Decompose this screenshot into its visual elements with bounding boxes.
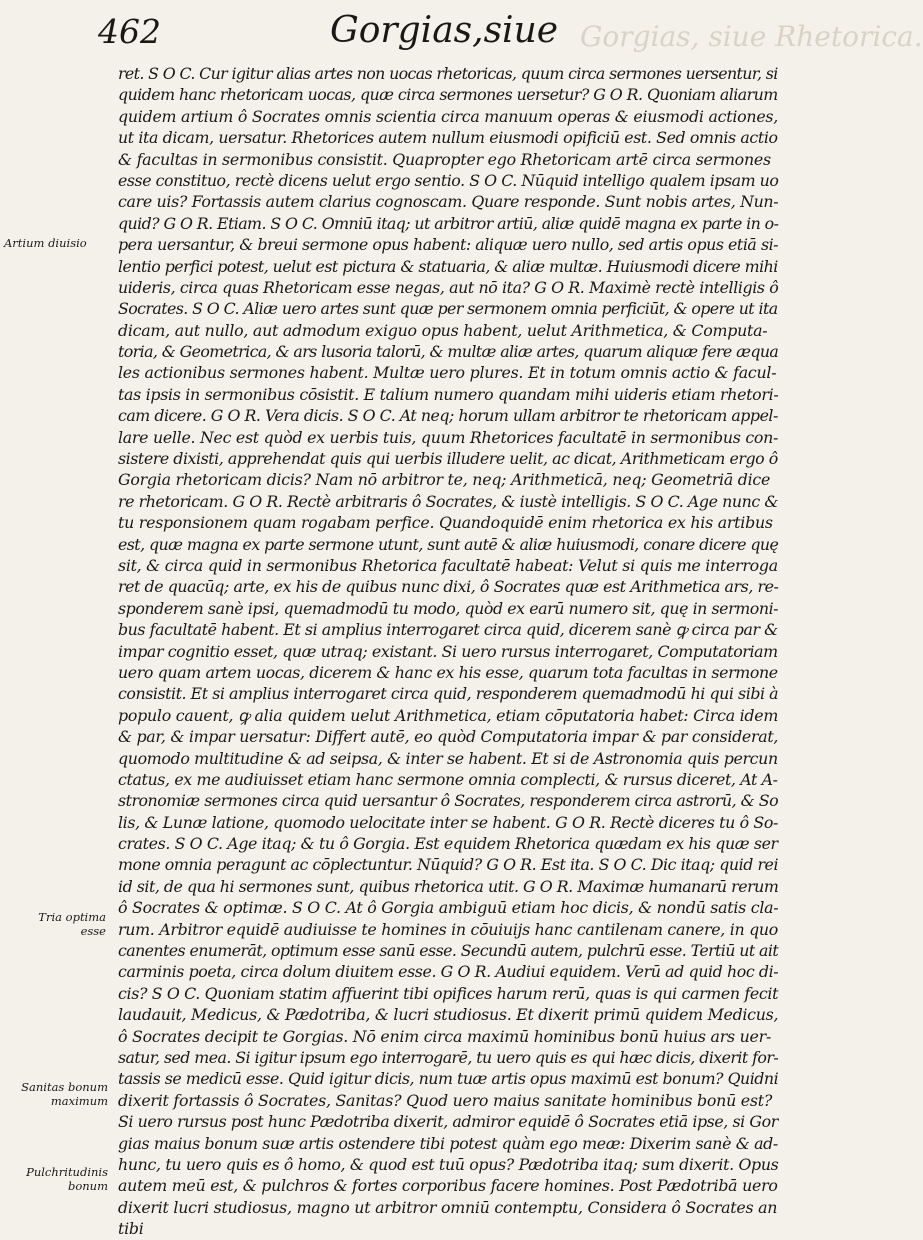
text-line: uero quam artem uocas, dicerem & hanc ex his esse, quarum tota facultas in sermone: [118, 662, 778, 682]
text-line: pera uersantur, & breui sermone opus habent: aliquæ uero nullo, sed artis opus etiā si-: [118, 235, 779, 255]
text-line: populo cauent, ꝙ alia quidem uelut Arithmetica, etiam cōputatoria habet: Circa idem: [118, 705, 779, 725]
margin-note-artium-diuisio: Artium diuisio: [4, 236, 87, 250]
text-line: quidem hanc rhetoricam uocas, quæ circa sermones uersetur? G O R. Quoniam aliarum: [118, 85, 778, 105]
text-line: autem meū est, & pulchros & fortes corporibus facere homines. Post Pædotribā uero: [118, 1176, 778, 1196]
text-line: canentes enumerāt, optimum esse sanū esse. Secundū autem, pulchrū esse. Tertiū ut ait: [118, 941, 779, 961]
text-line: dixerit lucri studiosus, magno ut arbitror omniū contemptu, Considera ô Socrates an: [118, 1197, 778, 1217]
running-title: Gorgias,siue: [330, 10, 559, 51]
text-line: esse constituo, rectè dicens uelut ergo sentio. S O C. Nūquid intelligo qualem ipsam uo: [118, 170, 779, 190]
text-line: sponderem sanè ipsi, quemadmodū tu modo, quòd ex earū numero sit, quę in sermoni-: [118, 598, 779, 618]
text-line: satur, sed mea. Si igitur ipsum ego interrogarē, tu uero quis es qui hæc dicis, dixerit for-: [118, 1047, 779, 1067]
text-line: cis? S O C. Quoniam statim affuerint tibi opifices harum rerū, quas is qui carmen fecit: [118, 983, 779, 1003]
text-line: sit, & circa quid in sermonibus Rhetorica facultatē habeat: Velut si quis me interroga: [118, 555, 778, 575]
text-line: lis, & Lunæ latione, quomodo uelocitate inter se habent. G O R. Rectè diceres tu ô So-: [118, 812, 778, 832]
text-line: tas ipsis in sermonibus cōsistit. E talium numero quandam mihi uideris etiam rhetori-: [118, 384, 779, 404]
text-line: ctatus, ex me audiuisset etiam hanc sermone omnia complecti, & rursus diceret, At A-: [118, 769, 778, 789]
text-line: stronomiæ sermones circa quid uersantur ô Socrates, responderem circa astrorū, & So: [118, 791, 779, 811]
text-line: ô Socrates decipit te Gorgias. Nō enim circa maximū hominibus bonū huius ars uer-: [118, 1026, 772, 1046]
text-line: laudauit, Medicus, & Pædotriba, & lucri studiosus. Et dixerit primū quidem Medicus,: [118, 1005, 779, 1025]
text-line: ret. S O C. Cur igitur alias artes non uocas rhetoricas, quum circa sermones uersentur, si: [118, 64, 778, 83]
text-line: & facultas in sermonibus consistit. Quapropter ego Rhetoricam artē circa sermones: [118, 149, 771, 169]
text-line: ut ita dicam, uersatur. Rhetorices autem nullum eiusmodi opificiū est. Sed omnis actio: [118, 128, 778, 148]
text-line: gias maius bonum suæ artis ostendere tibi potest quàm ego meæ: Dixerim sanè & ad-: [118, 1133, 778, 1153]
margin-note-pulchritudinis: Pulchritudinis bonum: [26, 1165, 108, 1193]
text-line: rum. Arbitror equidē audiuisse te homines in cōuiuijs hanc cantilenam canere, in quo: [118, 919, 778, 939]
text-line: care uis? Fortassis autem clarius cognoscam. Quare responde. Sunt nobis artes, Nun-: [118, 192, 779, 212]
page-number: 462: [98, 12, 161, 51]
text-line: est, quæ magna ex parte sermone utunt, sunt autē & aliæ huiusmodi, conare dicere quę: [118, 534, 779, 554]
text-line: lare uelle. Nec est quòd ex uerbis tuis, quum Rhetorices facultatē in sermonibus con-: [118, 427, 779, 447]
text-line: toria, & Geometrica, & ars lusoria talorū, & multæ aliæ artes, quarum aliquæ fere æqua: [118, 342, 779, 362]
text-line: carminis poeta, circa dolum diuitem esse. G O R. Audiui equidem. Verū ad quid hoc di-: [118, 962, 779, 982]
text-line: tu responsionem quam rogabam perfice. Quandoquidē enim rhetorica ex his artibus: [118, 513, 773, 533]
text-line: tassis se medicū esse. Quid igitur dicis, num tuæ artis opus maximū est bonum? Quidni: [118, 1069, 779, 1089]
text-line: quomodo multitudine & ad seipsa, & inter se habent. Et si de Astronomia quis percun: [118, 748, 778, 768]
margin-note-tria-optima: Tria optima esse: [38, 910, 106, 938]
text-line: mone omnia peragunt ac cōplectuntur. Nūquid? G O R. Est ita. S O C. Dic itaq; quid rei: [118, 855, 779, 875]
margin-note-sanitas: Sanitas bonum maximum: [21, 1080, 108, 1108]
main-text-column: [118, 63, 778, 1239]
text-line: sistere dixisti, apprehendat quis qui uerbis illudere uelit, ac dicat, Arithmeticam ergo ô: [118, 449, 778, 469]
text-line: hunc, tu uero quis es ô homo, & quod est tuū opus? Pædotriba itaq; sum dixerit. Opus: [118, 1154, 779, 1174]
text-line: cam dicere. G O R. Vera dicis. S O C. At neq; horum ullam arbitror te rhetoricam appel-: [118, 406, 778, 426]
text-line: & par, & impar uersatur: Differt autē, eo quòd Computatoria impar & par considerat,: [118, 727, 779, 747]
text-line: tibi: [118, 1219, 144, 1239]
bleed-through-text: Gorgias, siue Rhetorica.: [580, 20, 923, 53]
text-line: Socrates. S O C. Aliæ uero artes sunt quæ per sermonem omnia perficiūt, & opere ut ita: [118, 299, 778, 319]
text-line: Gorgia rhetoricam dicis? Nam nō arbitror te, neq; Arithmeticā, neq; Geometriā dice: [118, 470, 771, 490]
text-line: ô Socrates & optimæ. S O C. At ô Gorgia ambiguū etiam hoc dicis, & nondū satis cla-: [118, 898, 779, 918]
text-line: lentio perfici potest, uelut est pictura & statuaria, & aliæ multæ. Huiusmodi dicere mihi: [118, 256, 778, 276]
text-line: id sit, de qua hi sermones sunt, quibus rhetorica utit. G O R. Maximæ humanarū rerum: [118, 876, 779, 896]
text-line: re rhetoricam. G O R. Rectè arbitraris ô Socrates, & iustè intelligis. S O C. Age nunc &: [118, 491, 779, 511]
text-line: dicam, aut nullo, aut admodum exiguo opus habent, uelut Arithmetica, & Computa-: [118, 320, 768, 340]
text-line: quid? G O R. Etiam. S O C. Omniū itaq; ut arbitror artiū, aliæ quidē magna ex parte in o-: [118, 213, 779, 233]
text-line: Si uero rursus post hunc Pædotriba dixerit, admiror equidē ô Socrates etiā ipse, si Gor: [118, 1112, 778, 1132]
text-line: consistit. Et si amplius interrogaret circa quid, responderem quemadmodū hi qui sibi à: [118, 684, 779, 704]
text-line: bus facultatē habent. Et si amplius interrogaret circa quid, dicerem sanè ꝙ circa par &: [118, 620, 778, 640]
text-line: quidem artium ô Socrates omnis scientia circa manuum operas & eiusmodi actiones,: [118, 106, 779, 126]
text-line: dixerit fortassis ô Socrates, Sanitas? Quod uero maius sanitate hominibus bonū est?: [118, 1090, 773, 1110]
text-line: impar cognitio esset, quæ utraq; existant. Si uero rursus interrogaret, Computatoriam: [118, 641, 778, 661]
text-line: crates. S O C. Age itaq; & tu ô Gorgia. Est equidem Rhetorica quædam ex his quæ ser: [118, 834, 778, 854]
text-line: ret de quacūq; arte, ex his de quibus nunc dixi, ô Socrates quæ est Arithmetica ars, re-: [118, 577, 779, 597]
text-line: uideris, circa quas Rhetoricam esse negas, aut nō ita? G O R. Maximè rectè intelligis ô: [118, 277, 779, 297]
text-line: les actionibus sermones habent. Multæ uero plures. Et in totum omnis actio & facul-: [118, 363, 777, 383]
